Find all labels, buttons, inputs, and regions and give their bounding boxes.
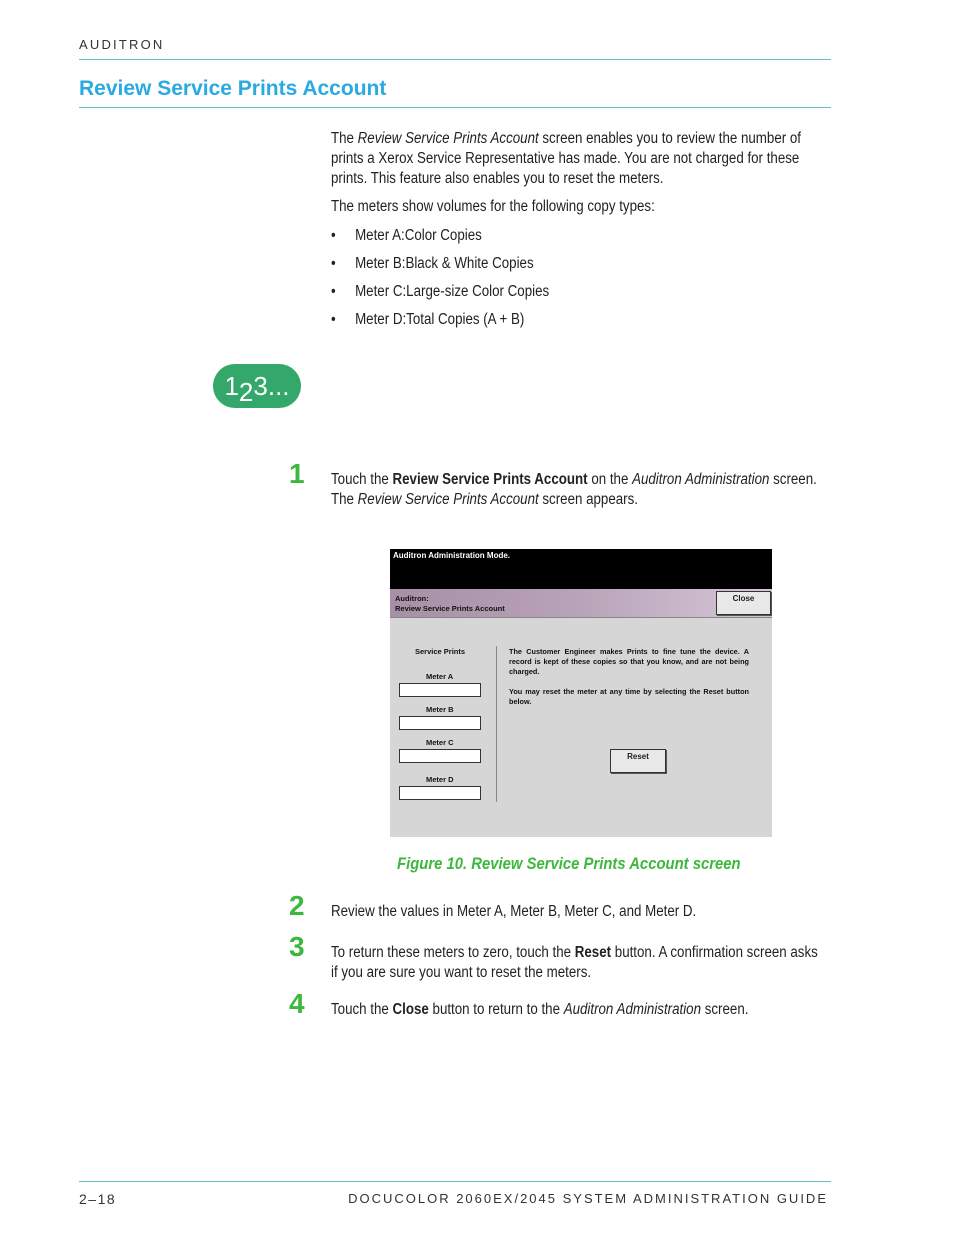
step-text: Review the values in Meter A, Meter B, Meter C, and Meter D. bbox=[331, 903, 697, 920]
panel-divider bbox=[496, 646, 497, 802]
guide-title: DOCUCOLOR 2060EX/2045 SYSTEM ADMINISTRATION GUIDE bbox=[348, 1191, 828, 1206]
meter-c-label: Meter C bbox=[426, 738, 454, 747]
step-number: 4 bbox=[289, 988, 305, 1019]
meter-d-field bbox=[399, 786, 481, 800]
close-button[interactable]: Close bbox=[716, 591, 771, 615]
service-prints-label: Service Prints bbox=[415, 647, 466, 656]
mode-label: Auditron Administration Mode. bbox=[393, 551, 511, 560]
intro-paragraph: The Review Service Prints Account screen enables you to review the number of prints a Xerox Service Representative has made. You are not charged for these prints. This feature also enables you to reset the meters. bbox=[331, 130, 802, 187]
running-head: AUDITRON bbox=[79, 37, 165, 52]
step-text: Touch the Review Service Prints Account on the Auditron Administration screen. The Review Service Prints Account screen appears. bbox=[331, 471, 817, 508]
procedure-badge-icon: 123... bbox=[213, 364, 301, 408]
figure-caption: Figure 10. Review Service Prints Account screen bbox=[397, 855, 741, 873]
meter-b-field bbox=[399, 716, 481, 730]
list-item: • Meter A:Color Copies bbox=[331, 227, 482, 244]
meter-c-field bbox=[399, 749, 481, 763]
screen-header-line2: Review Service Prints Account bbox=[395, 604, 505, 613]
meter-d-label: Meter D bbox=[426, 775, 454, 784]
header-rule bbox=[79, 59, 831, 60]
meter-b-label: Meter B bbox=[426, 705, 454, 714]
screen-header-line1: Auditron: bbox=[395, 594, 429, 603]
step-text: Touch the Close button to return to the Auditron Administration screen. bbox=[331, 1001, 749, 1018]
list-item: • Meter C:Large-size Color Copies bbox=[331, 283, 550, 300]
description-text: The Customer Engineer makes Prints to fine tune the device. A record is kept of these copies so that you know, and are not being charged. bbox=[509, 647, 749, 677]
list-item: • Meter D:Total Copies (A + B) bbox=[331, 311, 525, 328]
list-item: • Meter B:Black & White Copies bbox=[331, 255, 534, 272]
meter-a-label: Meter A bbox=[426, 672, 454, 681]
reset-button[interactable]: Reset bbox=[610, 749, 666, 773]
step-number: 3 bbox=[289, 931, 305, 962]
footer-rule bbox=[79, 1181, 831, 1182]
reset-instructions: You may reset the meter at any time by selecting the Reset button below. bbox=[509, 687, 749, 707]
meter-a-field bbox=[399, 683, 481, 697]
section-title: Review Service Prints Account bbox=[79, 77, 387, 100]
step-text: To return these meters to zero, touch the Reset button. A confirmation screen asks if you are sure you want to reset the meters. bbox=[331, 944, 818, 981]
step-number: 1 bbox=[289, 458, 305, 489]
title-rule bbox=[79, 107, 831, 108]
meters-intro: The meters show volumes for the following copy types: bbox=[331, 198, 655, 215]
screen-figure bbox=[390, 549, 772, 837]
step-number: 2 bbox=[289, 890, 305, 921]
page-number: 2–18 bbox=[79, 1191, 117, 1207]
